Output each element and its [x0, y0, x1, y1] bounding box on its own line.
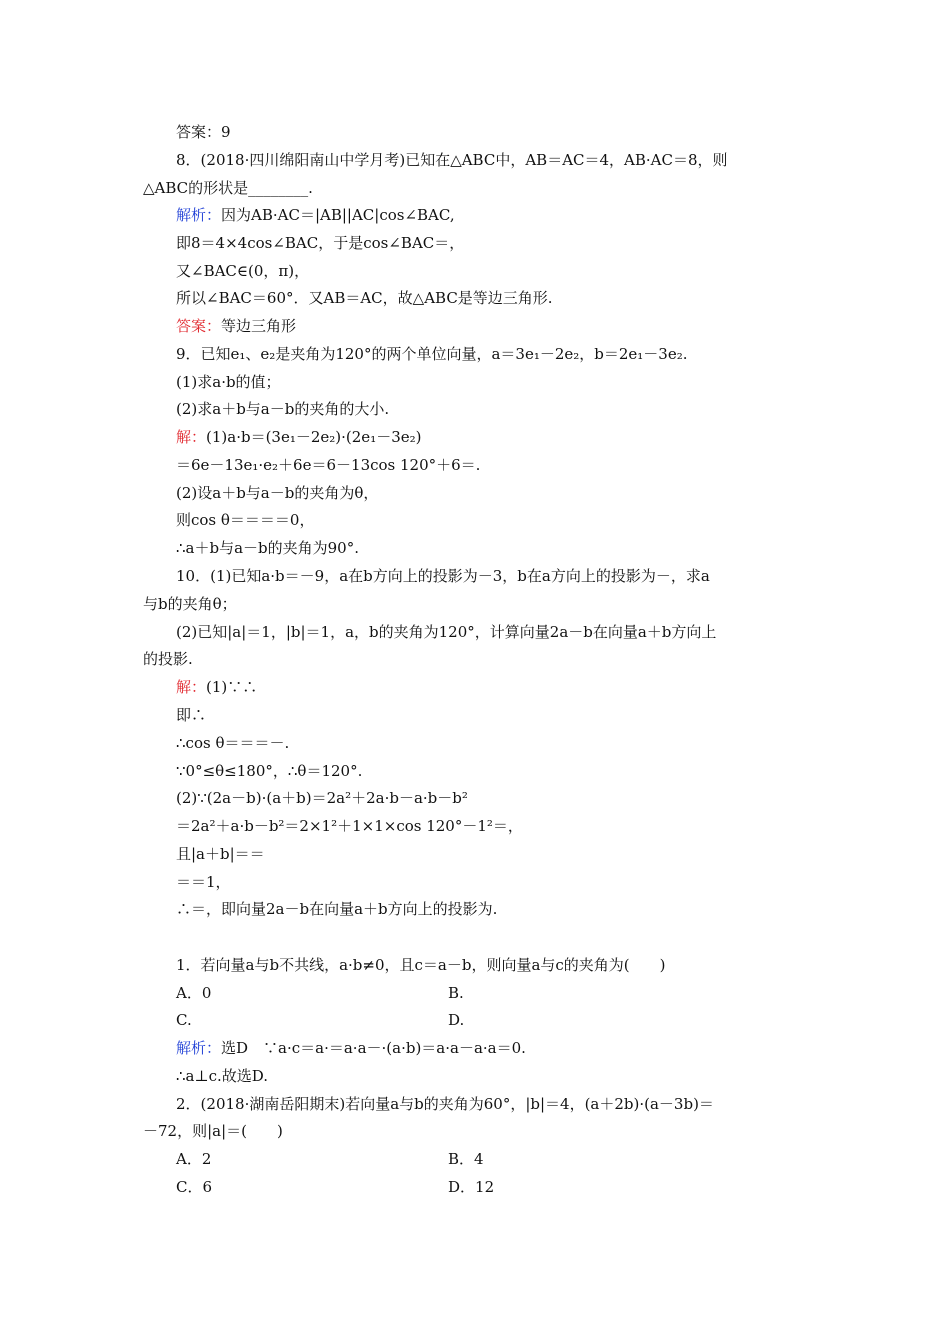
solution-9-line2: ＝6e－13e₁·e₂＋6e＝6－13cos 120°＋6＝.: [176, 456, 481, 474]
solution-label: 解：: [176, 678, 207, 696]
exercise-2-option-a: A．2: [176, 1150, 212, 1168]
exercise-1-option-d: D.: [448, 1011, 465, 1029]
answer-8: [176, 316, 296, 336]
exercise-2-line1: 2．(2018·湖南岳阳期末)若向量a与b的夹角为60°，|b|＝4，(a＋2b)·(a－3b)＝: [176, 1095, 714, 1113]
answer-8-text: 等边三角形: [221, 317, 297, 335]
solution-8-line2: 即8＝4×4cos∠BAC，于是cos∠BAC＝，: [176, 234, 465, 252]
question-8-line2: △ABC的形状是________.: [143, 179, 313, 197]
solution-10-line9: ∴＝，即向量2a－b在向量a＋b方向上的投影为.: [176, 900, 498, 918]
solution-10-line1: [176, 677, 257, 697]
solution-10-line5: (2)∵(2a－b)·(a＋b)＝2a²＋2a·b－a·b－b²: [176, 789, 468, 807]
solution-10-line3: ∴cos θ＝＝＝－.: [176, 734, 290, 752]
exercise-1-option-b: B.: [448, 984, 464, 1002]
exercise-1-question: 1．若向量a与b不共线，a·b≠0，且c＝a－b，则向量a与c的夹角为( ): [176, 956, 666, 974]
exercise-2-option-d: D．12: [448, 1178, 495, 1196]
solution-8-line1: [176, 205, 455, 225]
question-10-line2: 与b的夹角θ；: [143, 595, 237, 613]
exercise-1-option-a: A．0: [176, 984, 212, 1002]
solution-9-line5: ∴a＋b与a－b的夹角为90°.: [176, 539, 359, 557]
solution-10-line6: ＝2a²＋a·b－b²＝2×1²＋1×1×cos 120°－1²＝，: [176, 817, 523, 835]
question-9-line1: 9．已知e₁、e₂是夹角为120°的两个单位向量，a＝3e₁－2e₂，b＝2e₁－3e₂.: [176, 345, 688, 363]
exercise-2-option-c: C．6: [176, 1178, 213, 1196]
solution-10-line7: 且|a＋b|＝＝: [176, 845, 265, 863]
solution-10-line2: 即∴: [176, 706, 207, 724]
exercise-1-option-c: C.: [176, 1011, 192, 1029]
question-9-part2: (2)求a＋b与a－b的夹角的大小.: [176, 400, 390, 418]
analysis-label: 解析：: [176, 1039, 222, 1057]
analysis-label: 解析：: [176, 206, 222, 224]
solution-10-text1: (1)∵∴: [206, 678, 258, 696]
solution-8-line3: 又∠BAC∈(0，π)，: [176, 262, 310, 280]
solution-10-line8: ＝＝1，: [176, 873, 231, 891]
question-8-line1: 8．(2018·四川绵阳南山中学月考)已知在△ABC中，AB＝AC＝4，AB·AC＝8，则: [176, 151, 728, 169]
exercise-2-line2: －72，则|a|＝( ): [143, 1122, 283, 1140]
solution-8-line4: 所以∠BAC＝60°．又AB＝AC，故△ABC是等边三角形.: [176, 289, 553, 307]
solution-10-line4: ∵0°≤θ≤180°，∴θ＝120°.: [176, 762, 363, 780]
solution-8-text1: 因为AB·AC＝|AB||AC|cos∠BAC,: [221, 206, 455, 224]
question-10-line1: 10．(1)已知a·b＝－9，a在b方向上的投影为－3，b在a方向上的投影为－，求a: [176, 567, 710, 585]
exercise-1-solution-line1: [176, 1038, 526, 1058]
solution-9-text1: (1)a·b＝(3e₁－2e₂)·(2e₁－3e₂): [206, 428, 422, 446]
question-10-line3: (2)已知|a|＝1，|b|＝1，a，b的夹角为120°，计算向量2a－b在向量a＋b方向上: [176, 623, 717, 641]
question-10-line4: 的投影.: [143, 650, 193, 668]
exercise-1-solution-line2: ∴a⊥c.故选D.: [176, 1067, 269, 1085]
solution-9-line1: [176, 427, 422, 447]
question-9-part1: (1)求a·b的值；: [176, 373, 281, 391]
exercise-1-solution-text: 选D ∵a·c＝a·＝a·a－·(a·b)＝a·a－a·a＝0.: [221, 1039, 526, 1057]
answer-label: 答案：: [176, 317, 222, 335]
solution-label: 解：: [176, 428, 207, 446]
solution-9-line4: 则cos θ＝＝＝＝0，: [176, 511, 315, 529]
exercise-2-option-b: B．4: [448, 1150, 484, 1168]
solution-9-line3: (2)设a＋b与a－b的夹角为θ，: [176, 484, 379, 502]
answer-7: 答案：9: [176, 123, 231, 141]
